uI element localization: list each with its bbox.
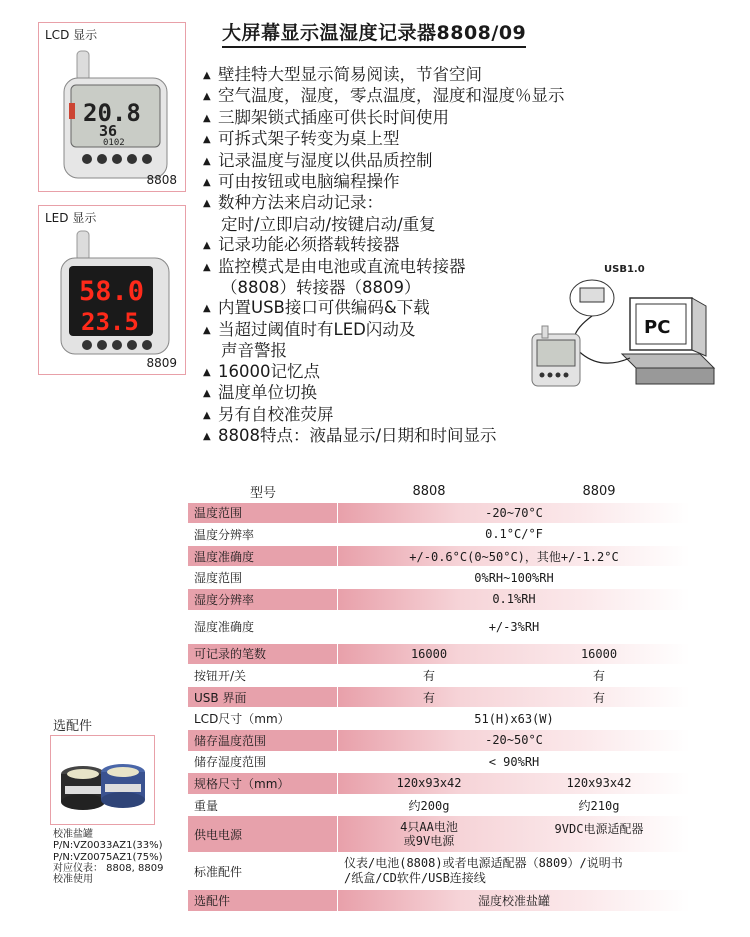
lcd-model: 8808 xyxy=(146,173,177,187)
spec-row xyxy=(188,730,690,751)
salt-jar-image xyxy=(51,736,154,824)
accessory-image-frame xyxy=(50,735,155,825)
feature-text: 数种方法来启动记录： xyxy=(218,193,383,213)
spec-label: USB 界面 xyxy=(188,687,338,708)
accessory-line: P/N:VZ0033AZ1(33%) xyxy=(53,840,163,852)
spec-value-col1: 约200g xyxy=(408,798,450,813)
led-model: 8809 xyxy=(146,356,177,370)
triangle-bullet-icon: ▲ xyxy=(203,388,211,400)
spec-value-col2: 有 xyxy=(592,668,605,683)
feature-text: （8808）转接器（8809） xyxy=(221,278,421,298)
spec-label: 储存湿度范围 xyxy=(194,755,267,770)
triangle-bullet-icon: ▲ xyxy=(203,70,211,81)
spec-label: 供电电源 xyxy=(188,816,338,852)
triangle-bullet-icon: ▲ xyxy=(203,324,211,336)
spec-label: 温度准确度 xyxy=(188,546,338,567)
feature-text: 可由按钮或电脑编程操作 xyxy=(218,172,400,192)
feature-text: 壁挂特大型显示简易阅读，节省空间 xyxy=(218,65,482,84)
feature-item xyxy=(203,426,723,447)
spec-value-col1: 有 xyxy=(422,690,435,705)
lcd-label: LCD 显示 xyxy=(45,28,98,42)
spec-label: 标准配件 xyxy=(194,864,243,879)
spec-value-split xyxy=(338,644,690,665)
spec-value-col2: 9VDC电源适配器 xyxy=(554,822,644,837)
spec-value-col1: 120x93x42 xyxy=(396,776,462,791)
triangle-bullet-icon: ▲ xyxy=(203,177,211,189)
spec-value: -20~50°C xyxy=(338,730,690,751)
spec-value-col2: 120x93x42 xyxy=(566,776,632,791)
spec-value-col1 xyxy=(344,820,514,848)
accessory-line: 校准使用 xyxy=(53,874,93,886)
spec-label: 选配件 xyxy=(188,890,338,911)
pc-connection-illustration xyxy=(522,258,722,398)
feature-text: 当超过阈值时有LED闪动及 xyxy=(218,319,416,339)
feature-text: 监控模式是由电池或直流电转接器 xyxy=(218,256,466,276)
feature-item xyxy=(203,65,723,86)
spec-value-col1: 有 xyxy=(422,668,435,683)
spec-row xyxy=(188,853,690,889)
led-product-frame xyxy=(38,205,186,375)
accessory-line: 校准盐罐 xyxy=(53,829,93,840)
spec-value: 0%RH~100%RH xyxy=(474,570,554,585)
feature-text: 记录温度与湿度以供品质控制 xyxy=(218,150,433,170)
triangle-bullet-icon: ▲ xyxy=(203,240,211,252)
spec-row xyxy=(188,503,690,524)
spec-value: -20~70°C xyxy=(338,503,690,524)
page-title: 大屏幕显示温湿度记录器8808/09 xyxy=(222,18,526,48)
pc-label: PC xyxy=(644,317,671,338)
spec-value-line2: /纸盒/CD软件/USB连接线 xyxy=(344,871,486,886)
feature-item xyxy=(203,108,723,129)
triangle-bullet-icon: ▲ xyxy=(203,198,211,210)
spec-header-col2: 8809 xyxy=(582,483,616,499)
feature-item xyxy=(203,215,723,235)
spec-header-label: 型号 xyxy=(249,485,276,501)
feature-text: 声音警报 xyxy=(221,341,287,361)
spec-row xyxy=(188,611,690,643)
spec-row xyxy=(188,708,690,729)
feature-text: 三脚架锁式插座可供长时间使用 xyxy=(218,107,449,127)
accessory-title: 选配件 xyxy=(53,719,93,734)
spec-value-multiline xyxy=(338,853,690,889)
feature-text: 另有自校准荧屏 xyxy=(218,404,334,424)
triangle-bullet-icon: ▲ xyxy=(203,366,211,378)
feature-text: 内置USB接口可供编码&下载 xyxy=(218,298,430,318)
feature-item xyxy=(203,172,723,193)
spec-label: LCD尺寸（mm） xyxy=(194,712,290,727)
spec-value-split xyxy=(338,773,690,794)
feature-text: 16000记忆点 xyxy=(218,361,320,381)
feature-text: 8808特点：液晶显示/日期和时间显示 xyxy=(218,425,497,445)
spec-header-col1: 8808 xyxy=(412,483,446,499)
spec-value: 51(H)x63(W) xyxy=(474,711,554,726)
spec-row xyxy=(188,546,690,567)
feature-item xyxy=(203,129,723,150)
spec-row xyxy=(188,524,690,545)
spec-row xyxy=(188,752,690,773)
triangle-bullet-icon: ▲ xyxy=(203,91,211,103)
led-screen-bottom: 23.5 xyxy=(81,308,139,336)
feature-item xyxy=(203,193,723,214)
spec-value-col1-line2: 或9V电源 xyxy=(403,834,455,849)
spec-table xyxy=(188,480,690,912)
triangle-bullet-icon: ▲ xyxy=(203,430,211,442)
spec-value: +/-0.6°C(0~50°C)，其他+/-1.2°C xyxy=(338,546,690,567)
accessory-details xyxy=(53,829,163,885)
spec-row xyxy=(188,795,690,816)
led-screen-top: 58.0 xyxy=(79,276,145,307)
spec-value-col1: 16000 xyxy=(410,646,448,661)
spec-value: 湿度校准盐罐 xyxy=(338,890,690,911)
spec-value: 0.1°C/°F xyxy=(485,527,543,542)
spec-value: < 90%RH xyxy=(488,754,540,769)
triangle-bullet-icon: ▲ xyxy=(203,261,211,273)
lcd-screen-temp: 20.8 xyxy=(83,99,141,127)
feature-item xyxy=(203,405,723,426)
spec-value: 0.1%RH xyxy=(338,589,690,610)
triangle-bullet-icon: ▲ xyxy=(203,134,211,146)
lcd-device-image xyxy=(39,23,187,193)
spec-label: 可记录的笔数 xyxy=(188,644,338,665)
spec-row xyxy=(188,816,690,852)
spec-row xyxy=(188,890,690,911)
feature-text: 空气温度，湿度，零点温度，湿度和湿度％显示 xyxy=(218,86,565,106)
feature-item xyxy=(203,151,723,172)
spec-label: 规格尺寸（mm） xyxy=(188,773,338,794)
spec-label: 按钮开/关 xyxy=(194,668,247,683)
spec-label: 湿度准确度 xyxy=(194,620,255,635)
spec-label: 湿度分辨率 xyxy=(188,589,338,610)
feature-item xyxy=(203,235,723,256)
triangle-bullet-icon: ▲ xyxy=(203,155,211,167)
triangle-bullet-icon: ▲ xyxy=(203,303,211,315)
spec-row xyxy=(188,644,690,665)
spec-value-col2: 约210g xyxy=(578,798,620,813)
spec-value-split xyxy=(338,687,690,708)
led-label: LED 显示 xyxy=(45,211,97,225)
spec-label: 重量 xyxy=(194,798,219,813)
triangle-bullet-icon: ▲ xyxy=(203,409,211,421)
feature-item xyxy=(203,86,723,107)
lcd-screen-date: 0102 xyxy=(103,138,125,148)
spec-header-row xyxy=(188,481,690,502)
feature-text: 可拆式架子转变为桌上型 xyxy=(218,129,400,149)
spec-row xyxy=(188,687,690,708)
spec-row xyxy=(188,589,690,610)
spec-value-split xyxy=(338,665,690,686)
spec-value-line1: 仪表/电池(8808)或者电源适配器（8809）/说明书 xyxy=(344,856,623,871)
spec-value-col2: 16000 xyxy=(580,646,618,661)
spec-label: 储存温度范围 xyxy=(188,730,338,751)
usb-label: USB1.0 xyxy=(604,264,645,275)
lcd-screen-humidity: 36 xyxy=(99,122,118,140)
lcd-product-frame xyxy=(38,22,186,192)
spec-row xyxy=(188,665,690,686)
led-device-image xyxy=(39,206,187,376)
spec-row xyxy=(188,567,690,588)
spec-value-split xyxy=(338,816,690,852)
spec-label: 湿度范围 xyxy=(194,571,243,586)
spec-value-col1-line1: 4只AA电池 xyxy=(400,820,458,835)
spec-label: 温度分辨率 xyxy=(194,527,255,542)
spec-value-split xyxy=(338,795,690,816)
feature-text: 温度单位切换 xyxy=(218,383,317,403)
accessory-line: 对应仪表： 8808, 8809 xyxy=(53,862,164,874)
accessory-line: P/N:VZ0075AZ1(75%) xyxy=(53,851,163,863)
spec-row xyxy=(188,773,690,794)
spec-value: +/-3%RH xyxy=(488,619,540,634)
feature-text: 定时/立即启动/按键启动/重复 xyxy=(221,214,436,234)
spec-label: 温度范围 xyxy=(188,503,338,524)
triangle-bullet-icon: ▲ xyxy=(203,112,211,124)
spec-value-col2: 有 xyxy=(592,690,605,705)
feature-text: 记录功能必须搭载转接器 xyxy=(218,235,400,255)
